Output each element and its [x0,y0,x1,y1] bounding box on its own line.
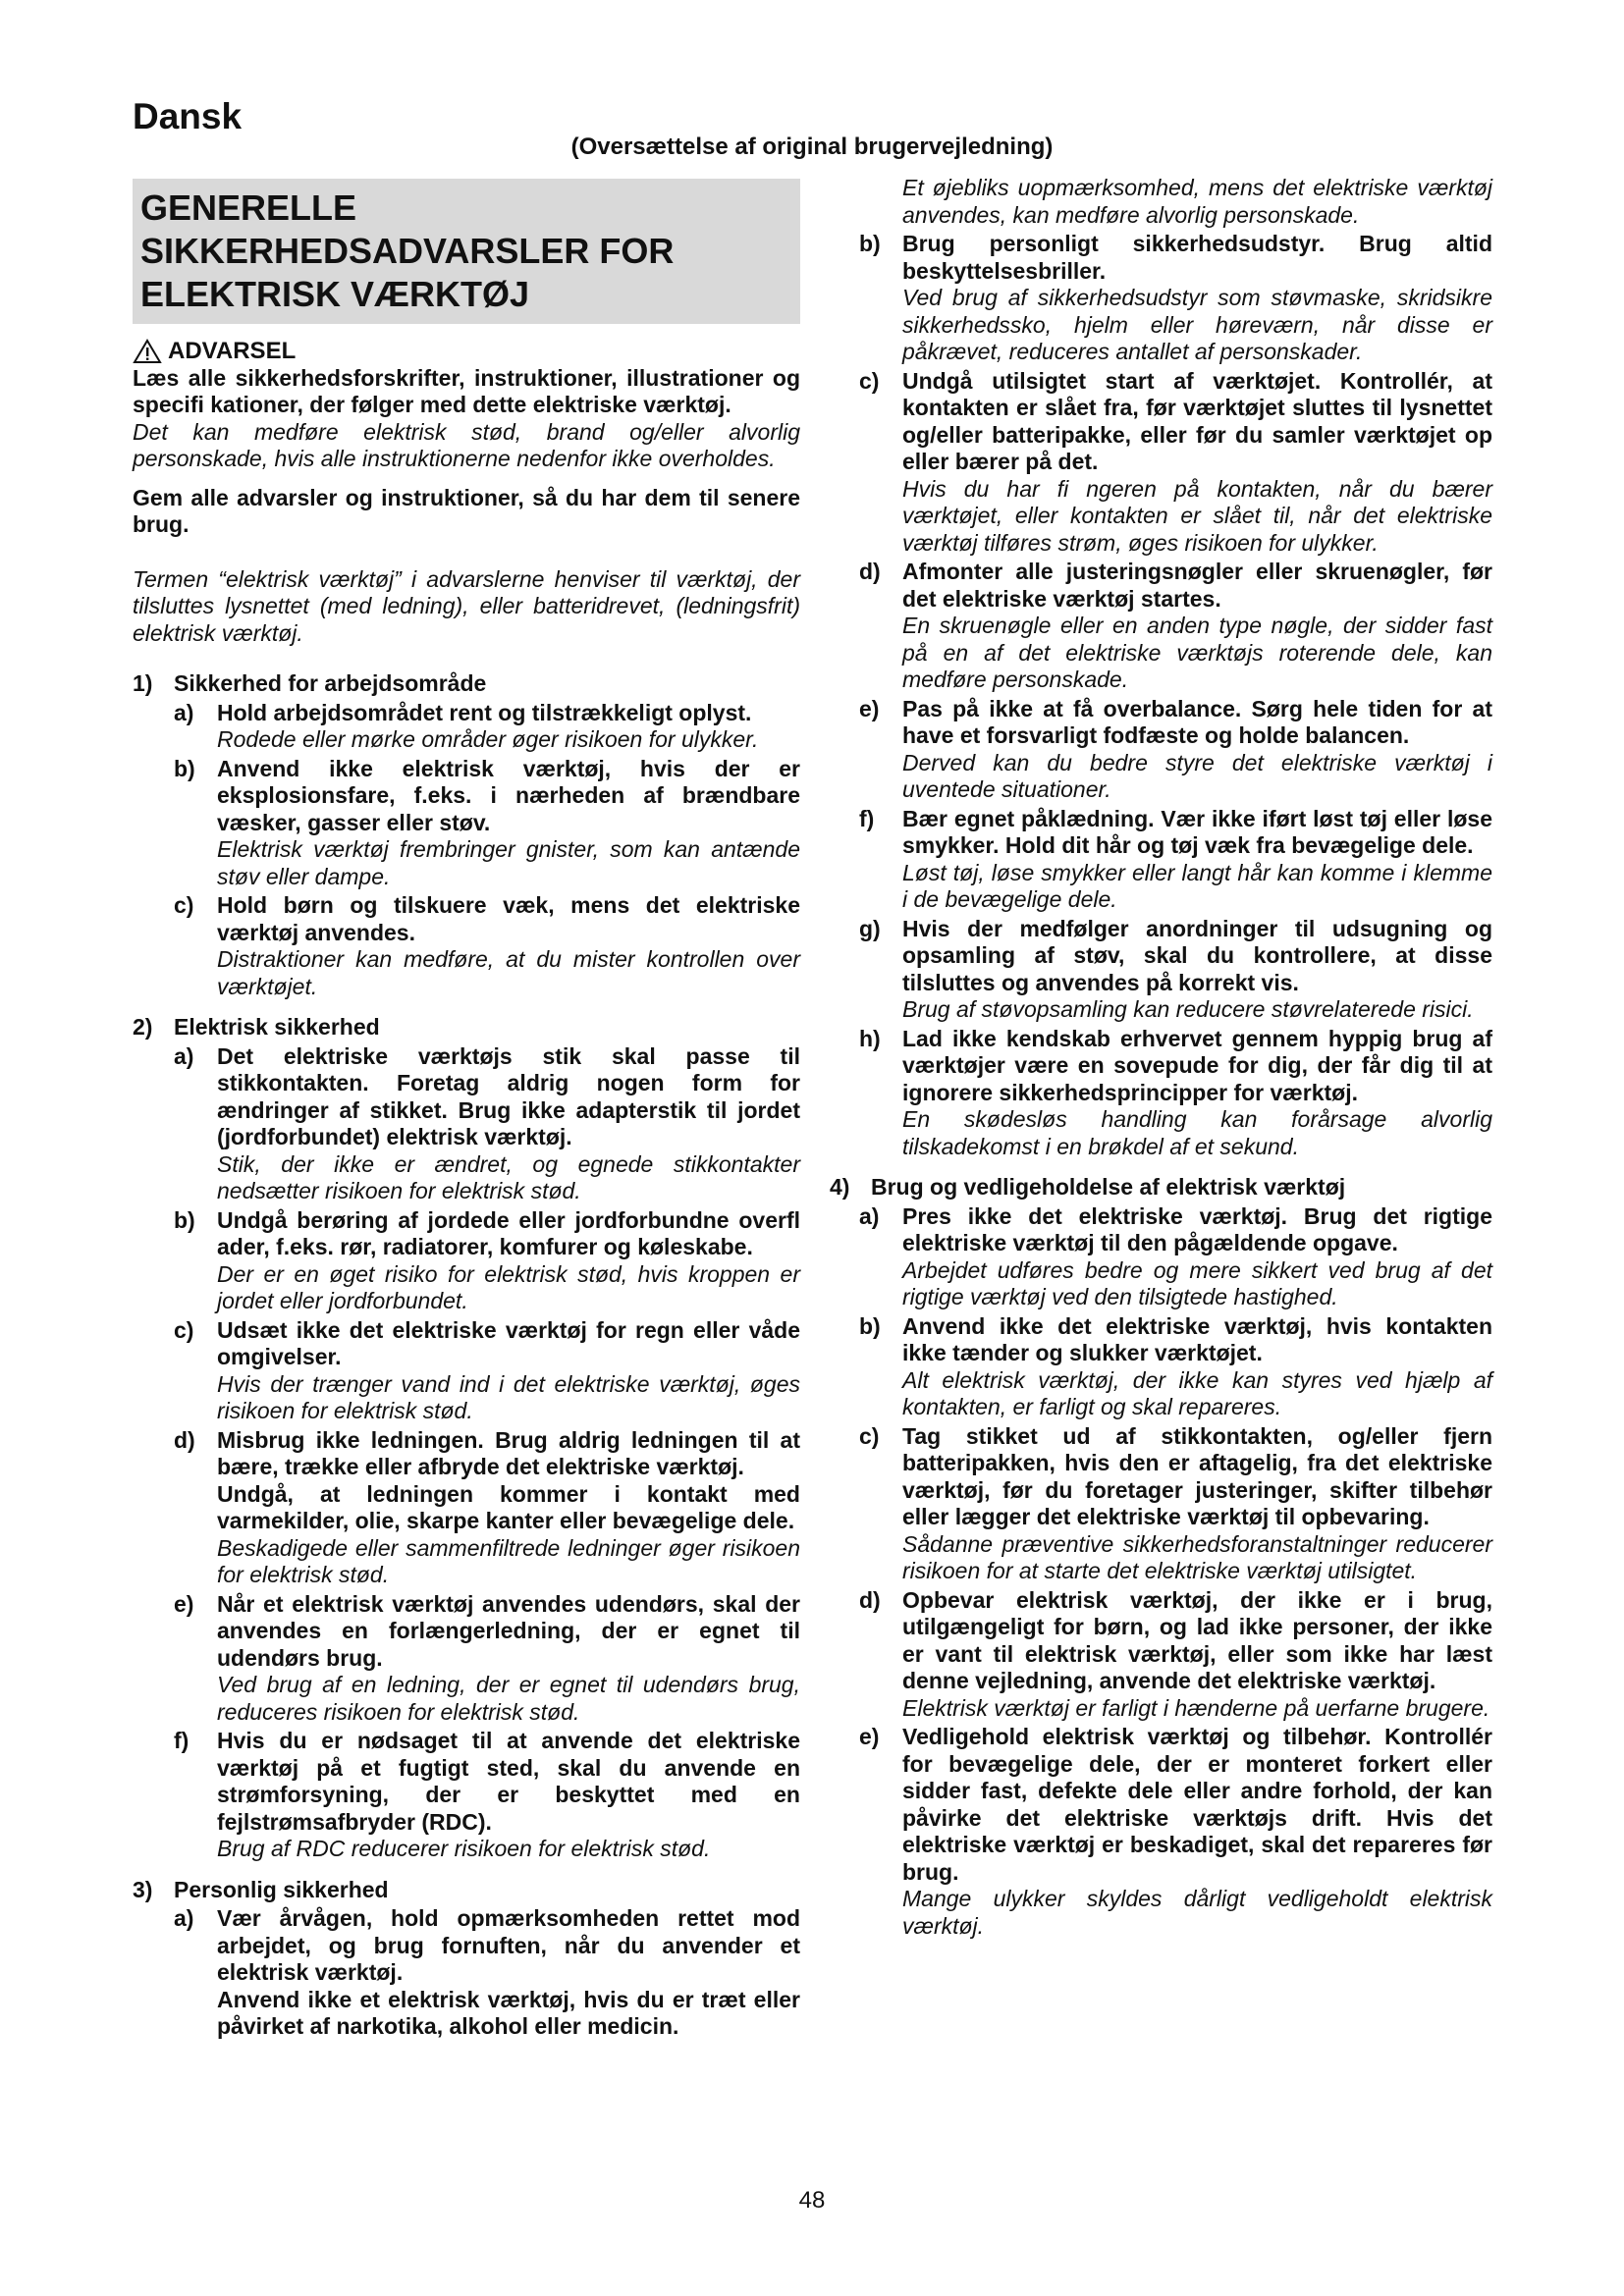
warning-heading [133,338,800,365]
list-item: d) Afmonter alle justeringsnøgler eller skruenøgler, før det elektriske værktøj startes. En skruenøgle eller en anden type nøgle, der sidder fast på en af det elektriske værktøjs roterende dele, kan medføre personskade. [859,559,1492,692]
list-item: e) Når et elektrisk værktøj anvendes udendørs, skal der anvendes en forlængerledning, der er egnet til udendørs brug. Ved brug af en ledning, der er egnet til udendørs brug, reduceres risikoen for elektrisk stød. [174,1590,800,1725]
language-heading: Dansk [133,96,243,136]
list-item: c) Undgå utilsigtet start af værktøjet. Kontrollér, at kontakten er slået fra, før værktøjet sluttes til lysnettet og/eller batteripakke, eller før du samler værktøjet op eller bærer på det. Hvis du har fi ngeren på kontakten, når du bærer værktøjet, eller kontakten er slået til, når det elektriske værktøj tilføres strøm, øges risikoen for ulykker. [859,367,1492,556]
list-item: b) Anvend ikke det elektriske værktøj, hvis kontakten ikke tænder og slukker værktøjet. Alt elektrisk værktøj, der ikke kan styres ved hjælp af kontakten, er farligt og skal repareres. [859,1312,1492,1419]
list-item: c) Tag stikket ud af stikkontakten, og/eller fjern batteripakken, hvis den er aftagelig, fra det elektriske værktøj, før du foretager justeringer, skifter tilbehør eller lægger det elektriske værktøj til opbevaring. Sådanne præventive sikkerhedsforanstaltninger reducerer risikoen for at starte det elektriske værktøj utilsigtet. [859,1422,1492,1583]
page-title: GENERELLE SIKKERHEDSADVARSLER FOR ELEKTRISK VÆRKTØJ [133,179,800,324]
warning-label: ADVARSEL [168,338,297,364]
keep-instructions: Gem alle advarsler og instruktioner, så du har dem til senere brug. [133,484,800,537]
translation-subtitle: (Oversættelse af original brugervejledning) [570,133,1054,160]
warning-consequence: Det kan medføre elektrisk stød, brand og/eller alvorlig personskade, hvis alle instruktionerne nedenfor ikke overholdes. [133,418,800,471]
list-item: f) Bær egnet påklædning. Vær ikke iført løst tøj eller løse smykker. Hold dit hår og tøj væk fra bevægelige dele. Løst tøj, løse smykker eller langt hår kan komme i klemme i de bevægelige dele. [859,805,1492,912]
list-item: a) Det elektriske værktøjs stik skal passe til stikkontakten. Foretag aldrig nogen form for ændringer af stikket. Brug ikke adapterstik til jordet (jordforbundet) elektrisk værktøj. Stik, der ikke er ændret, og egnede stikkontakter nedsætter risikoen for elektrisk stød. [174,1042,800,1203]
section-3a-note: Et øjebliks uopmærksomhed, mens det elektriske værktøj anvendes, kan medføre alvorlig personskade. [902,175,1492,228]
list-item: d) Misbrug ikke ledningen. Brug aldrig ledningen til at bære, trække eller afbryde det elektriske værktøj. Undgå, at ledningen kommer i kontakt med varmekilder, olie, skarpe kanter eller bevægelige dele. Beskadigede eller sammenfiltrede ledninger øger risikoen for elektrisk stød. [174,1426,800,1587]
list-item: a) Vær årvågen, hold opmærksomheden rettet mod arbejdet, og brug fornuften, når du anvender et elektrisk værktøj. Anvend ikke et elektrisk værktøj, hvis du er træt eller påvirket af narkotika, alkohol eller medicin. [174,1905,800,2039]
section-1-heading: 1) Sikkerhed for arbejdsområde [133,670,487,696]
list-item: a) Hold arbejdsområdet rent og tilstrækkeligt oplyst. Rodede eller mørke områder øger risikoen for ulykker. [174,699,759,752]
warning-instruction: Læs alle sikkerhedsforskrifter, instruktioner, illustrationer og specifi kationer, der følger med dette elektriske værktøj. [133,364,800,417]
list-item: b) Brug personligt sikkerhedsudstyr. Brug altid beskyttelsesbriller. Ved brug af sikkerhedsudstyr som støvmaske, skridsikre sikkerhedssko, hjelm eller høreværn, når disse er påkrævet, reduceres antallet af personskader. [859,231,1492,364]
list-item: e) Pas på ikke at få overbalance. Sørg hele tiden for at have et forsvarligt fodfæste og holde balancen. Derved kan du bedre styre det elektriske værktøj i uventede situationer. [859,695,1492,802]
right-column [830,175,1492,1940]
list-item: b) Anvend ikke elektrisk værktøj, hvis der er eksplosionsfare, f.eks. i nærheden af brændbare væsker, gasser eller støv. Elektrisk værktøj frembringer gnister, som kan antænde støv eller dampe. [174,755,800,889]
section-3-heading: 3) Personlig sikkerhed [133,1876,389,1902]
warning-triangle-icon [133,339,162,364]
page-number: 48 [798,2187,826,2214]
list-item: f) Hvis du er nødsaget til at anvende det elektriske værktøj på et fugtigt sted, skal du anvende en strømforsyning, der er beskyttet med en fejlstrømsafbryder (RDC). Brug af RDC reducerer risikoen for elektrisk stød. [174,1728,800,1861]
list-item: h) Lad ikke kendskab erhvervet gennem hyppig brug af værktøjer være en sovepude for dig, der får dig til at ignorere sikkerhedsprincipper for værktøj. En skødesløs handling kan forårsage alvorlig tilskadekomst i en brøkdel af et sekund. [859,1025,1492,1159]
list-item: b) Undgå berøring af jordede eller jordforbundne overfl ader, f.eks. rør, radiatorer, komfurer og køleskabe. Der er en øget risiko for elektrisk stød, hvis kroppen er jordet eller jordforbundet. [174,1206,800,1313]
left-column [133,177,800,2041]
section-4-heading: 4) Brug og vedligeholdelse af elektrisk værktøj [830,1174,1346,1200]
list-item: e) Vedligehold elektrisk værktøj og tilbehør. Kontrollér for bevægelige dele, der er monteret forkert eller sidder fast, defekte dele eller andre forhold, der kan påvirke det elektriske værktøjs drift. Hvis det elektriske værktøj er beskadiget, skal det repareres før brug. Mange ulykker skyldes dårligt vedligeholdt elektrisk værktøj. [859,1724,1492,1939]
term-definition: Termen “elektrisk værktøj” i advarslerne henviser til værktøj, der tilsluttes lysnettet (med ledning), eller batteridrevet, (ledningsfrit) elektrisk værktøj. [133,565,800,646]
list-item: g) Hvis der medfølger anordninger til udsugning og opsamling af støv, skal du kontrollere, at disse tilsluttes og anvendes på korrekt vis. Brug af støvopsamling kan reducere støvrelaterede risici. [859,915,1492,1022]
list-item: c) Hold børn og tilskuere væk, mens det elektriske værktøj anvendes. Distraktioner kan medføre, at du mister kontrollen over værktøjet. [174,892,800,999]
list-item: c) Udsæt ikke det elektriske værktøj for regn eller våde omgivelser. Hvis der trænger vand ind i det elektriske værktøj, øges risikoen for elektrisk stød. [174,1316,800,1423]
section-2-heading: 2) Elektrisk sikkerhed [133,1014,380,1040]
list-item: d) Opbevar elektrisk værktøj, der ikke er i brug, utilgængeligt for børn, og lad ikke personer, der ikke er vant til elektrisk værktøj, eller som ikke har læst denne vejledning, anvende det elektriske værktøj. Elektrisk værktøj er farligt i hænderne på uerfarne brugere. [859,1586,1492,1721]
list-item: a) Pres ikke det elektriske værktøj. Brug det rigtige elektriske værktøj til den pågældende opgave. Arbejdet udføres bedre og mere sikkert ved brug af det rigtige værktøj ved den tilsigtede hastighed. [859,1202,1492,1309]
